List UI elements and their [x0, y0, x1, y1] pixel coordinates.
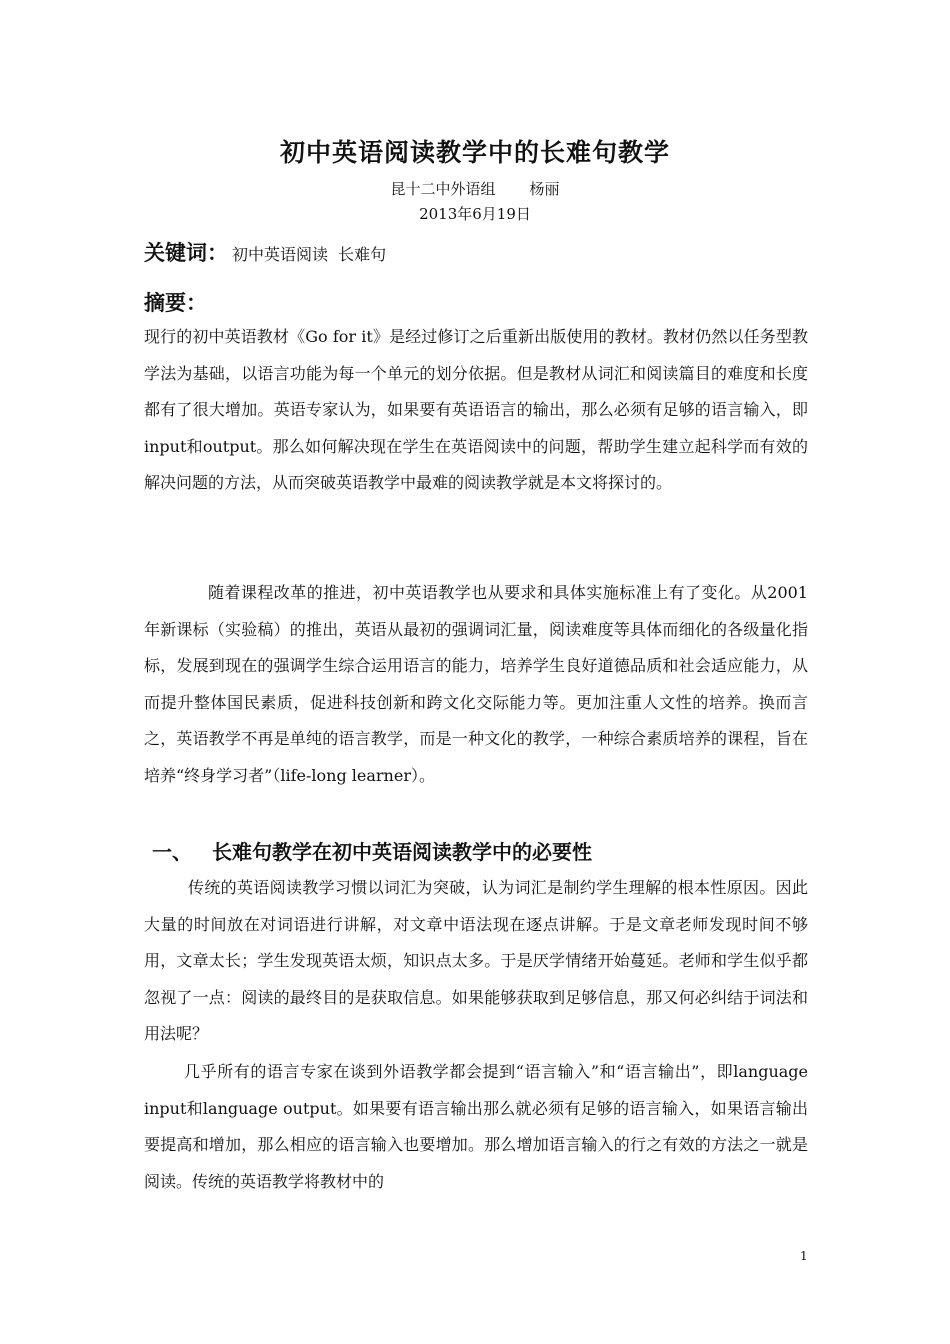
page-number: 1 [800, 1249, 808, 1263]
section-paragraph: 传统的英语阅读教学习惯以词汇为突破，认为词汇是制约学生理解的根本性原因。因此大量的时间放在对词语进行讲解，对文章中语法现在逐点讲解。于是文章老师发现时间不够用，文章太长；学生发现英语太烦，知识点太多。于是厌学情绪开始蔓延。老师和学生似乎都忽视了一点：阅读的最终目的是获取信息。如果能够获取到足够信息，那又何必纠结于词法和用法呢？ [144, 878, 808, 1043]
keywords-line [144, 237, 386, 267]
section-paragraph: 几乎所有的语言专家在谈到外语教学都会提到“语言输入”和“语言输出”，即language input和language output。如果要有语言输出那么就必须有足够的语言输入，如果语言输出要提高和增加，那么相应的语言输入也要增加。那么增加语言输入的行之有效的方法之一就是阅读。传统的英语教学将教材中的 [144, 1062, 808, 1191]
keywords-label: 关键词： [144, 241, 228, 265]
author-unit: 昆十二中外语组 [390, 180, 496, 198]
document-date: 2013年6月19日 [419, 205, 531, 223]
document-title: 初中英语阅读教学中的长难句教学 [279, 138, 670, 167]
keywords-text: 初中英语阅读 长难句 [232, 245, 387, 264]
section-number: 一、 [152, 840, 192, 864]
intro-paragraph: 随着课程改革的推进，初中英语教学也从要求和具体实施标准上有了变化。从2001年新课标（实验稿）的推出，英语从最初的强调词汇量，阅读难度等具体而细化的各级量化指标，发展到现在的强调学生综合运用语言的能力，培养学生良好道德品质和社会适应能力，从而提升整体国民素质，促进科技创新和跨文化交际能力等。更加注重人文性的培养。换而言之，英语教学不再是单纯的语言教学，而是一种文化的教学，一种综合素质培养的课程，旨在培养“终身学习者”（life-long learner）。 [144, 583, 808, 785]
section-title: 长难句教学在初中英语阅读教学中的必要性 [212, 840, 592, 864]
section-heading [152, 836, 592, 865]
abstract-label: 摘要： [144, 291, 207, 315]
abstract-paragraph: 现行的初中英语教材《Go for it》是经过修订之后重新出版使用的教材。教材仍然以任务型教学法为基础，以语言功能为每一个单元的划分依据。但是教材从词汇和阅读篇目的难度和长度都有了很大增加。英语专家认为，如果要有英语语言的输出，那么必须有足够的语言输入，即input和output。那么如何解决现在学生在英语阅读中的问题，帮助学生建立起科学而有效的解决问题的方法，从而突破英语教学中最难的阅读教学就是本文将探讨的。 [144, 327, 808, 492]
author-line [0, 178, 950, 199]
author-name: 杨丽 [529, 180, 560, 198]
